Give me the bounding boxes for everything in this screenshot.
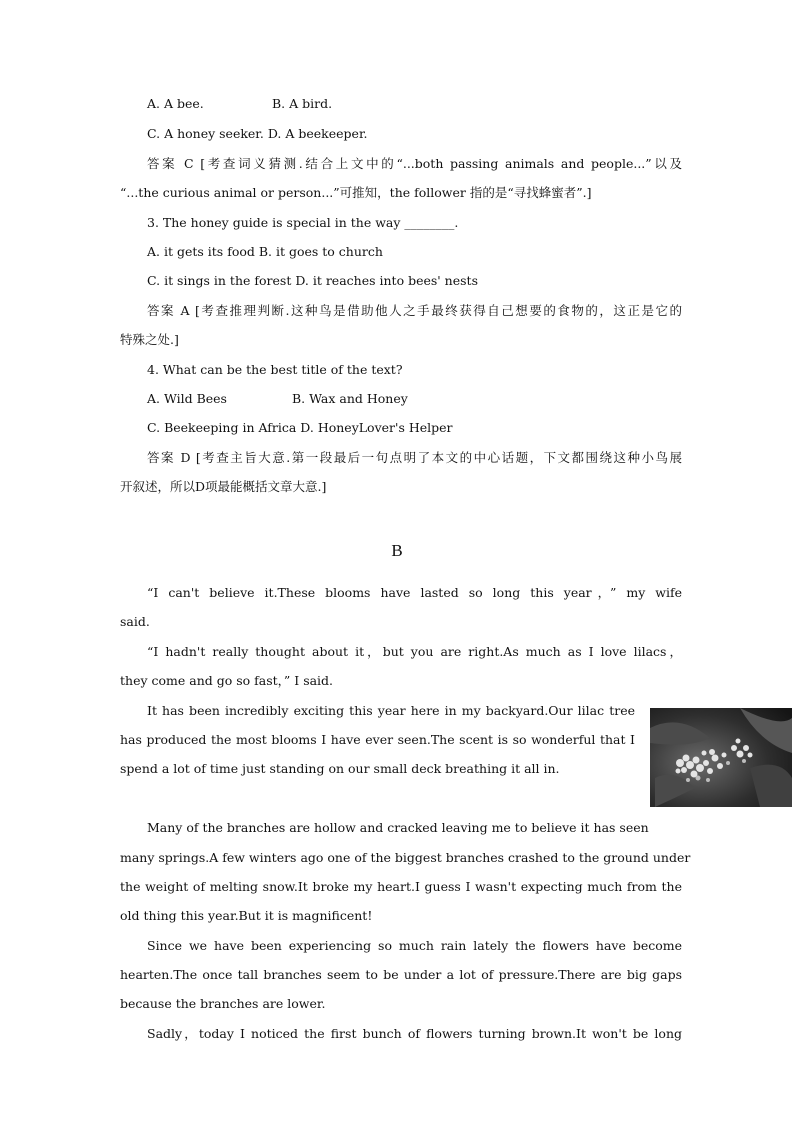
lilac-photo	[650, 708, 792, 807]
q2-option-b: B. A bird.	[272, 96, 333, 111]
section-heading: B	[391, 541, 403, 560]
q4-answer-line-2: 开叙述，所以D项最能概括文章大意.]	[120, 479, 327, 494]
passage-p1-line-1: “I can't believe it.These blooms have lasted so long this year，” my wife	[147, 585, 682, 600]
passage-p5-line-3: because the branches are lower.	[120, 996, 326, 1011]
q2-answer-line-1: 答案 C [考查词义猜测.结合上文中的“...both passing animals and people...”以及	[147, 156, 682, 171]
passage-p4-line-3: the weight of melting snow.It broke my heart.I guess I wasn't expecting much from the	[120, 879, 682, 894]
passage-p3-line-2: has produced the most blooms I have ever seen.The scent is so wonderful that I	[120, 732, 635, 747]
q3-stem: 3. The honey guide is special in the way ________.	[147, 215, 459, 230]
q3-answer-line-1: 答案 A [考查推理判断.这种鸟是借助他人之手最终获得自己想要的食物的，这正是它的	[147, 303, 682, 318]
q3-answer-line-2: 特殊之处.]	[120, 332, 179, 347]
q2-option-a: A. A bee.	[147, 96, 204, 111]
passage-p2-line-1: “I hadn't really thought about it，but you are right.As much as I love lilacs，	[147, 644, 682, 659]
q4-stem: 4. What can be the best title of the text?	[147, 362, 403, 377]
passage-p3-line-3: spend a lot of time just standing on our small deck breathing it all in.	[120, 761, 560, 776]
passage-p6-line-1: Sadly，today I noticed the first bunch of flowers turning brown.It won't be long	[147, 1026, 682, 1041]
q2-answer-line-2: “...the curious animal or person...”可推知，the follower 指的是“寻找蜂蜜者”.]	[120, 185, 592, 200]
lilac-flower-image	[650, 708, 792, 807]
passage-p4-line-1: Many of the branches are hollow and cracked leaving me to believe it has seen	[147, 820, 649, 835]
passage-p4-line-4: old thing this year.But it is magnificent!	[120, 908, 373, 923]
passage-p5-line-1: Since we have been experiencing so much rain lately the flowers have become	[147, 938, 682, 953]
q2-options-cd: C. A honey seeker. D. A beekeeper.	[147, 126, 368, 141]
q4-option-a: A. Wild Bees	[147, 391, 227, 406]
q3-options-ab: A. it gets its food B. it goes to church	[147, 244, 383, 259]
passage-p2-line-2: they come and go so fast，” I said.	[120, 673, 334, 688]
passage-p3-line-1: It has been incredibly exciting this year here in my backyard.Our lilac tree	[147, 703, 635, 718]
q4-options-cd: C. Beekeeping in Africa D. HoneyLover's Helper	[147, 420, 453, 435]
passage-p4-line-2: many springs.A few winters ago one of the biggest branches crashed to the ground under	[120, 850, 691, 865]
q4-answer-line-1: 答案 D [考查主旨大意.第一段最后一句点明了本文的中心话题，下文都围绕这种小鸟展	[147, 450, 682, 465]
q4-option-b: B. Wax and Honey	[292, 391, 408, 406]
passage-p1-line-2: said.	[120, 614, 150, 629]
passage-p5-line-2: hearten.The once tall branches seem to be under a lot of pressure.There are big gaps	[120, 967, 682, 982]
q3-options-cd: C. it sings in the forest D. it reaches into bees' nests	[147, 273, 478, 288]
